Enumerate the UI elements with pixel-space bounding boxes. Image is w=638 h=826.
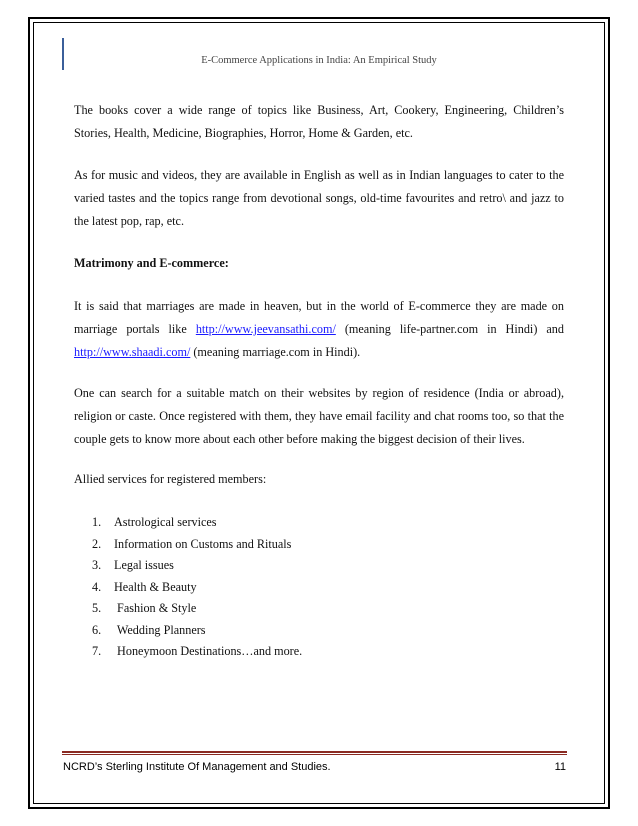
list-text: Health & Beauty <box>114 580 197 594</box>
section-heading: Matrimony and E-commerce: <box>74 256 229 270</box>
link-jeevansathi[interactable]: http://www.jeevansathi.com/ <box>195 322 336 336</box>
page-number: 11 <box>554 761 566 773</box>
paragraph-allied-intro: Allied services for registered members: <box>74 472 267 486</box>
list-number: 5. <box>92 601 102 615</box>
list-item <box>92 577 197 597</box>
list-number: 7. <box>92 644 102 658</box>
list-text: Honeymoon Destinations…and more. <box>114 644 303 658</box>
list-text: Astrological services <box>114 515 217 529</box>
list-text: Information on Customs and Rituals <box>114 537 292 551</box>
list-text: Legal issues <box>114 558 174 572</box>
footer-rule-thin <box>62 754 567 755</box>
paragraph-search: One can search for a suitable match on their websites by region of residence (India or abroad), religion or caste. Once registered with them, they have email facility and chat rooms too, so that the couple gets to know more about each other before making the biggest decision of their lives. <box>74 386 564 446</box>
list-number: 1. <box>92 515 102 529</box>
paragraph-text: It is said that marriages are made in heaven, but in the world of E-commerce they are made on marriage portals like <box>74 299 564 336</box>
list-item <box>92 512 217 532</box>
link-shaadi[interactable]: http://www.shaadi.com/ <box>74 345 191 359</box>
paragraph-text: (meaning life-partner.com in Hindi) and <box>335 322 564 336</box>
list-text: Fashion & Style <box>114 601 197 615</box>
list-text: Wedding Planners <box>114 623 206 637</box>
paragraph-music: As for music and videos, they are available in English as well as in Indian languages to cater to the varied tastes and the topics range from devotional songs, old-time favourites and retro\ and jazz to the latest pop, rap, etc. <box>74 168 564 228</box>
list-number: 2. <box>92 537 102 551</box>
list-item <box>92 641 302 661</box>
footer-institute: NCRD’s Sterling Institute Of Management and Studies. <box>63 761 331 773</box>
list-number: 4. <box>92 580 102 594</box>
paragraph-books: The books cover a wide range of topics like Business, Art, Cookery, Engineering, Children’s Stories, Health, Medicine, Biographies, Horror, Home & Garden, etc. <box>74 103 564 140</box>
list-item <box>92 598 196 618</box>
paragraph-matrimony <box>74 295 564 364</box>
footer-rule <box>62 751 567 753</box>
running-header: E-Commerce Applications in India: An Empirical Study <box>201 55 437 66</box>
list-item <box>92 555 174 575</box>
list-number: 6. <box>92 623 102 637</box>
list-number: 3. <box>92 558 102 572</box>
list-item <box>92 534 291 554</box>
list-item <box>92 620 206 640</box>
paragraph-text: (meaning marriage.com in Hindi). <box>190 345 361 359</box>
